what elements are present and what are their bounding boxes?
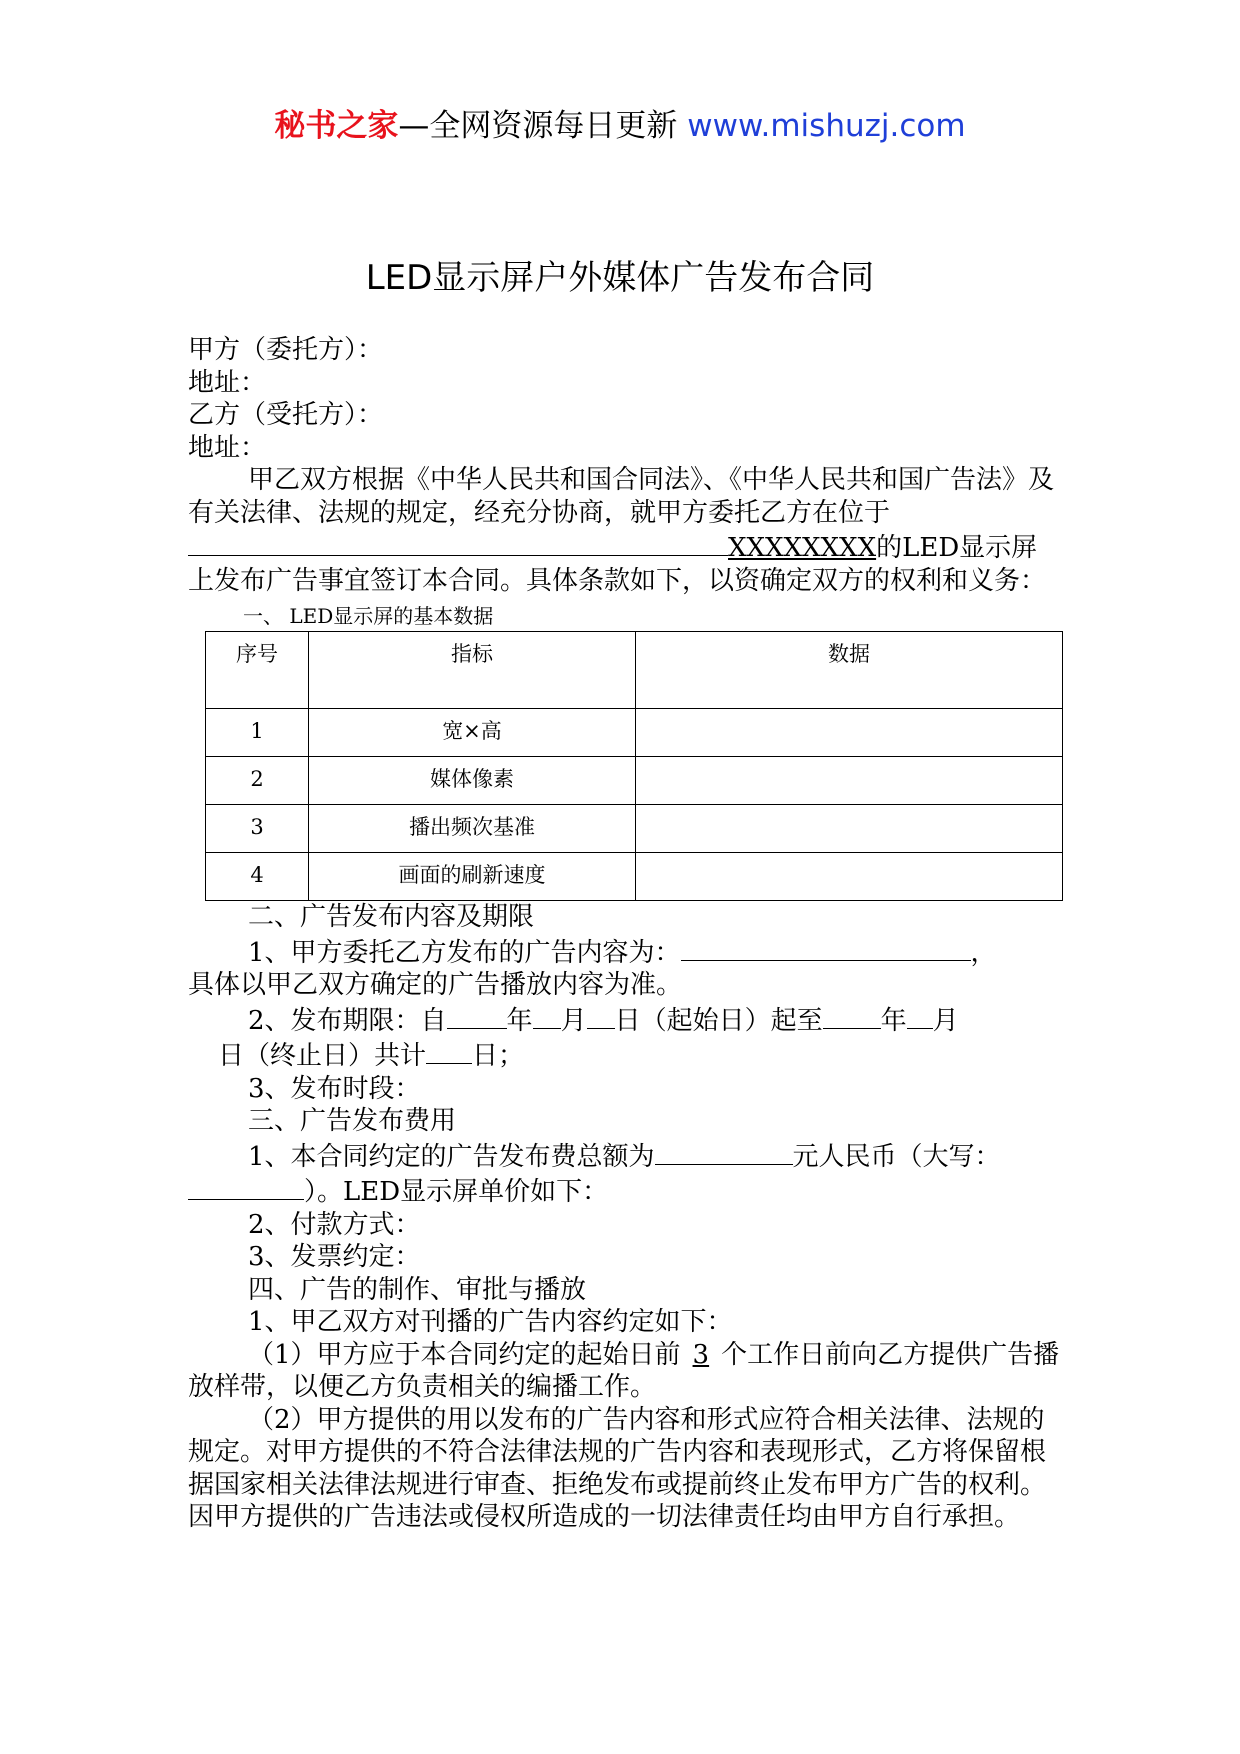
table-cell: 1 (206, 709, 309, 757)
table-cell: 宽×高 (309, 709, 636, 757)
period-day-start: 日（起始日）起至 (614, 1005, 823, 1036)
period-year: 年 (506, 1005, 533, 1036)
section4-heading: 四、广告的制作、审批与播放 (248, 1274, 587, 1305)
table-cell-data[interactable] (636, 757, 1063, 805)
table-cell: 媒体像素 (309, 757, 636, 805)
table-header-cell: 序号 (206, 632, 309, 709)
para1-text-a: （1）甲方应于本合同约定的起始日前 (248, 1339, 681, 1370)
location-code: XXXXXXXX (728, 533, 877, 563)
section4-item1: 1、甲乙双方对刊播的广告内容约定如下： (248, 1307, 733, 1337)
fee-label: 1、本合同约定的广告发布费总额为 (248, 1141, 655, 1172)
document-body (188, 334, 1060, 1534)
section2-heading: 二、广告发布内容及期限 (248, 902, 535, 932)
start-day-blank[interactable] (587, 1002, 615, 1029)
section4-para2: （2）甲方提供的用以发布的广告内容和形式应符合相关法律、法规的规定。对甲方提供的不符合法律法规的广告内容和表现形式，乙方将保留根据国家相关法律法规进行审查、拒绝发布或提前终止发布甲方广告的权利。因甲方提供的广告违法或侵权所造成的一切法律责任均由甲方自行承担。 (188, 1404, 1047, 1532)
fee-amount-blank[interactable] (655, 1138, 793, 1165)
period-month: 月 (560, 1005, 587, 1036)
intro-text-2: 的LED显示屏上发布广告事宜签订本合同。具体条款如下，以资确定双方的权利和义务： (188, 533, 1047, 596)
party-a-address: 地址： (188, 367, 267, 398)
para1-text-b: 个工作日前向乙方提供广告播放样带，以便乙方负责相关的编播工作。 (188, 1339, 1060, 1402)
ad-content-blank[interactable] (681, 934, 971, 961)
total-days-blank[interactable] (426, 1037, 472, 1064)
table-cell-data[interactable] (636, 709, 1063, 757)
period-label: 2、发布期限：自 (248, 1005, 447, 1036)
period-year2: 年 (880, 1005, 907, 1036)
table-row (206, 709, 1063, 757)
section2-item2 (188, 1002, 1060, 1038)
table-header-row (206, 632, 1063, 709)
start-month-blank[interactable] (533, 1002, 561, 1029)
table-cell: 2 (206, 757, 309, 805)
section4-para1 (188, 1339, 1060, 1404)
section3-item1 (188, 1138, 1060, 1174)
intro-text-1: 甲乙双方根据《中华人民共和国合同法》、《中华人民共和国广告法》及有关法律、法规的规定，经充分协商，就甲方委托乙方在位于 (188, 465, 1055, 528)
period-day-unit: 日； (472, 1041, 525, 1071)
intro-paragraph (188, 464, 1060, 597)
section3-item1-cont (188, 1173, 1060, 1209)
party-b-label: 乙方（受托方）： (188, 400, 384, 430)
table-row (206, 757, 1063, 805)
table-cell-data[interactable] (636, 805, 1063, 853)
site-url-link[interactable]: www.mishuzj.com (687, 108, 966, 144)
table-cell: 播出频次基准 (309, 805, 636, 853)
table-cell: 4 (206, 853, 309, 901)
table-header-cell: 数据 (636, 632, 1063, 709)
para1-days: 3 (692, 1339, 710, 1370)
table-cell: 画面的刷新速度 (309, 853, 636, 901)
party-b-address: 地址： (188, 432, 267, 463)
document-title: LED显示屏户外媒体广告发布合同 (365, 258, 875, 298)
period-month2: 月 (932, 1005, 959, 1036)
table-cell-data[interactable] (636, 853, 1063, 901)
fee-unit-price: ）。LED显示屏单价如下： (304, 1177, 609, 1207)
location-blank[interactable] (188, 529, 728, 556)
ad-content-comma: ， (970, 937, 997, 968)
section3-item3: 3、发票约定： (248, 1242, 421, 1272)
table-header-cell: 指标 (309, 632, 636, 709)
brand-name: 秘书之家 (274, 108, 399, 144)
table-row (206, 853, 1063, 901)
section3-item2: 2、付款方式： (248, 1209, 421, 1240)
section2-item1-cont: 具体以甲乙双方确定的广告播放内容为准。 (188, 970, 683, 1000)
site-header (0, 100, 1240, 145)
start-year-blank[interactable] (447, 1002, 507, 1029)
end-month-blank[interactable] (907, 1002, 933, 1029)
fee-uppercase-blank[interactable] (188, 1173, 304, 1200)
end-year-blank[interactable] (823, 1002, 881, 1029)
header-slogan: —全网资源每日更新 (398, 108, 678, 144)
section3-heading: 三、广告发布费用 (248, 1106, 457, 1136)
section2-item2-cont (188, 1037, 1060, 1073)
led-spec-table (205, 631, 1063, 901)
section1-heading: 一、 LED显示屏的基本数据 (243, 604, 494, 628)
table-cell: 3 (206, 805, 309, 853)
fee-currency: 元人民币（大写： (792, 1141, 1001, 1172)
table-row (206, 805, 1063, 853)
section2-item1 (188, 934, 1060, 970)
party-a-label: 甲方（委托方）： (188, 335, 384, 365)
ad-content-label: 1、甲方委托乙方发布的广告内容为： (248, 937, 681, 968)
section2-item3: 3、发布时段： (248, 1073, 421, 1104)
period-day-end: 日（终止日）共计 (218, 1041, 427, 1071)
